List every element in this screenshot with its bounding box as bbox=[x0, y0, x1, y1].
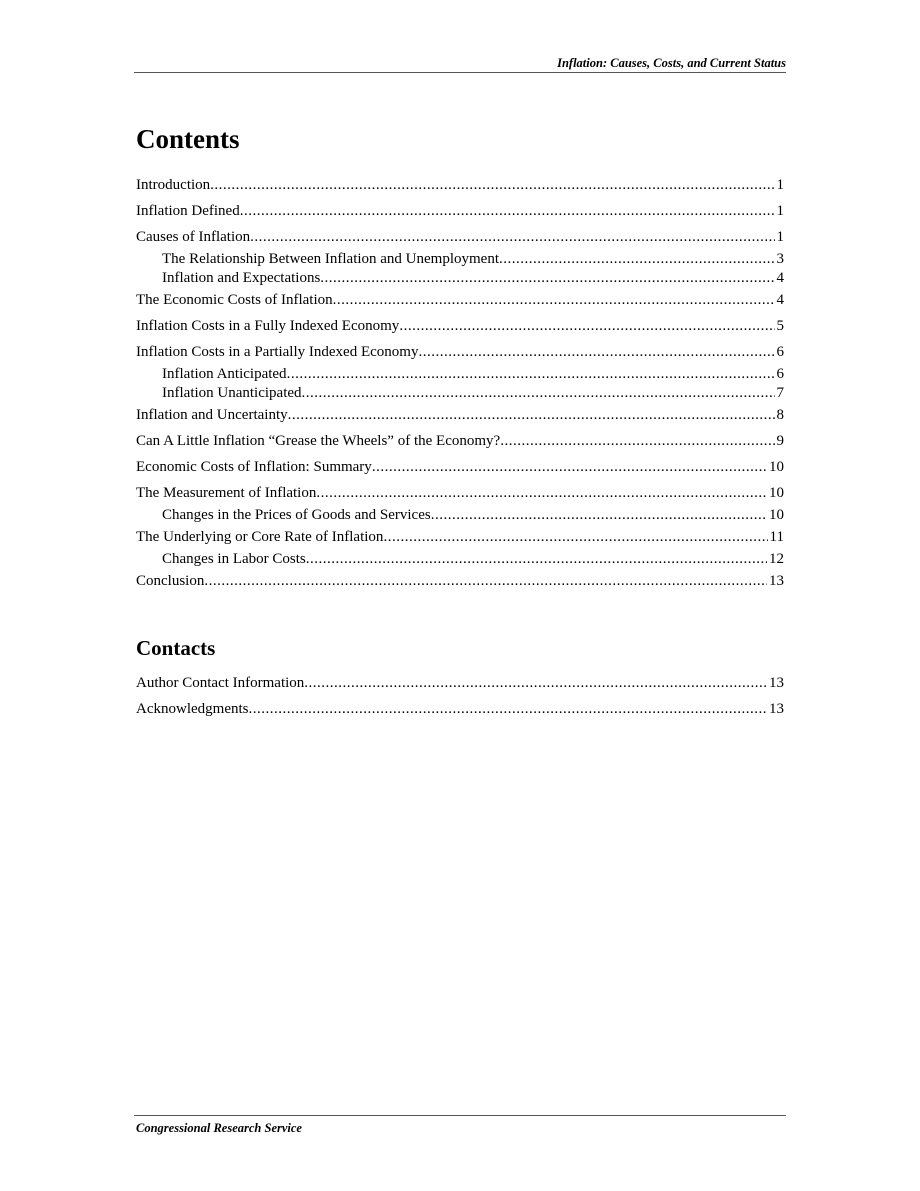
toc-entry-introduction[interactable] bbox=[136, 176, 784, 195]
toc-entry-title: The Relationship Between Inflation and Unemployment bbox=[162, 251, 500, 267]
toc-entry-page: 10 bbox=[769, 459, 784, 475]
toc-entry-page: 1 bbox=[776, 229, 784, 245]
toc-entry-conclusion[interactable] bbox=[136, 572, 784, 591]
toc-entry-page: 13 bbox=[769, 675, 784, 691]
dot-leader bbox=[316, 484, 767, 503]
dot-leader bbox=[383, 528, 767, 547]
toc-entry-inflation-unemployment[interactable] bbox=[136, 250, 784, 269]
dot-leader bbox=[333, 291, 775, 310]
dot-leader bbox=[248, 700, 767, 719]
toc-entry-measurement[interactable] bbox=[136, 484, 784, 503]
toc-entry-economic-costs[interactable] bbox=[136, 291, 784, 310]
toc-entry-page: 10 bbox=[769, 507, 784, 523]
toc-entry-title: Conclusion bbox=[136, 573, 205, 589]
dot-leader bbox=[204, 572, 767, 591]
toc-entry-title: Changes in the Prices of Goods and Services bbox=[162, 507, 431, 523]
toc-entry-title: Inflation Costs in a Partially Indexed Economy bbox=[136, 344, 419, 360]
toc-entry-title: Inflation Unanticipated bbox=[162, 385, 302, 401]
toc-entry-acknowledgments[interactable] bbox=[136, 700, 784, 719]
toc-entry-title: Can A Little Inflation “Grease the Wheels” of the Economy? bbox=[136, 433, 501, 449]
toc-entry-page: 9 bbox=[776, 433, 784, 449]
toc-entry-page: 6 bbox=[776, 366, 784, 382]
dot-leader bbox=[431, 506, 767, 525]
dot-leader bbox=[302, 384, 775, 403]
toc-entry-title: The Economic Costs of Inflation bbox=[136, 292, 333, 308]
toc-entry-page: 5 bbox=[776, 318, 784, 334]
toc-entry-title: Economic Costs of Inflation: Summary bbox=[136, 459, 372, 475]
toc-entry-costs-summary[interactable] bbox=[136, 458, 784, 477]
footer-rule bbox=[134, 1115, 786, 1116]
header-rule bbox=[134, 72, 786, 73]
toc-entry-page: 1 bbox=[776, 177, 784, 193]
toc-entry-causes-of-inflation[interactable] bbox=[136, 228, 784, 247]
dot-leader bbox=[500, 432, 774, 451]
toc-entry-title: Inflation and Expectations bbox=[162, 270, 321, 286]
toc-entry-title: Acknowledgments bbox=[136, 701, 249, 717]
toc-entry-title: Inflation and Uncertainty bbox=[136, 407, 288, 423]
footer-text: Congressional Research Service bbox=[136, 1121, 302, 1135]
dot-leader bbox=[287, 365, 775, 384]
dot-leader bbox=[240, 202, 775, 221]
contacts-list bbox=[136, 674, 784, 719]
toc-entry-page: 1 bbox=[776, 203, 784, 219]
toc-entry-title: Changes in Labor Costs bbox=[162, 551, 306, 567]
toc-entry-title: Author Contact Information bbox=[136, 675, 305, 691]
dot-leader bbox=[306, 550, 767, 569]
dot-leader bbox=[418, 343, 774, 362]
toc-entry-core-rate[interactable] bbox=[136, 528, 784, 547]
contacts-heading: Contacts bbox=[136, 636, 216, 660]
toc-entry-title: Inflation Defined bbox=[136, 203, 240, 219]
toc-entry-inflation-unanticipated[interactable] bbox=[136, 384, 784, 403]
contents-heading: Contents bbox=[136, 124, 240, 154]
toc-entry-page: 7 bbox=[776, 385, 784, 401]
dot-leader bbox=[210, 176, 774, 195]
dot-leader bbox=[399, 317, 774, 336]
toc-entry-inflation-uncertainty[interactable] bbox=[136, 406, 784, 425]
toc-entry-page: 10 bbox=[769, 485, 784, 501]
toc-entry-partially-indexed[interactable] bbox=[136, 343, 784, 362]
dot-leader bbox=[250, 228, 774, 247]
toc-entry-title: The Underlying or Core Rate of Inflation bbox=[136, 529, 384, 545]
toc-entry-page: 13 bbox=[769, 573, 784, 589]
toc-entry-page: 12 bbox=[769, 551, 784, 567]
toc-entry-title: Introduction bbox=[136, 177, 211, 193]
toc-entry-fully-indexed[interactable] bbox=[136, 317, 784, 336]
dot-leader bbox=[304, 674, 767, 693]
toc-entry-page: 4 bbox=[776, 270, 784, 286]
dot-leader bbox=[288, 406, 775, 425]
dot-leader bbox=[320, 269, 774, 288]
toc-entry-title: Inflation Anticipated bbox=[162, 366, 287, 382]
toc-entry-page: 13 bbox=[769, 701, 784, 717]
toc-entry-inflation-anticipated[interactable] bbox=[136, 365, 784, 384]
toc-entry-prices-goods-services[interactable] bbox=[136, 506, 784, 525]
running-header: Inflation: Causes, Costs, and Current Status bbox=[557, 56, 786, 70]
toc-entry-labor-costs[interactable] bbox=[136, 550, 784, 569]
dot-leader bbox=[372, 458, 767, 477]
toc-list bbox=[136, 176, 784, 591]
toc-entry-title: Inflation Costs in a Fully Indexed Economy bbox=[136, 318, 400, 334]
toc-entry-page: 8 bbox=[776, 407, 784, 423]
toc-entry-page: 3 bbox=[776, 251, 784, 267]
toc-entry-author-contact[interactable] bbox=[136, 674, 784, 693]
toc-entry-page: 4 bbox=[776, 292, 784, 308]
toc-entry-inflation-defined[interactable] bbox=[136, 202, 784, 221]
toc-entry-inflation-expectations[interactable] bbox=[136, 269, 784, 288]
toc-entry-grease-the-wheels[interactable] bbox=[136, 432, 784, 451]
toc-entry-title: Causes of Inflation bbox=[136, 229, 251, 245]
dot-leader bbox=[499, 250, 774, 269]
toc-entry-title: The Measurement of Inflation bbox=[136, 485, 317, 501]
toc-entry-page: 6 bbox=[776, 344, 784, 360]
toc-entry-page: 11 bbox=[769, 529, 784, 545]
